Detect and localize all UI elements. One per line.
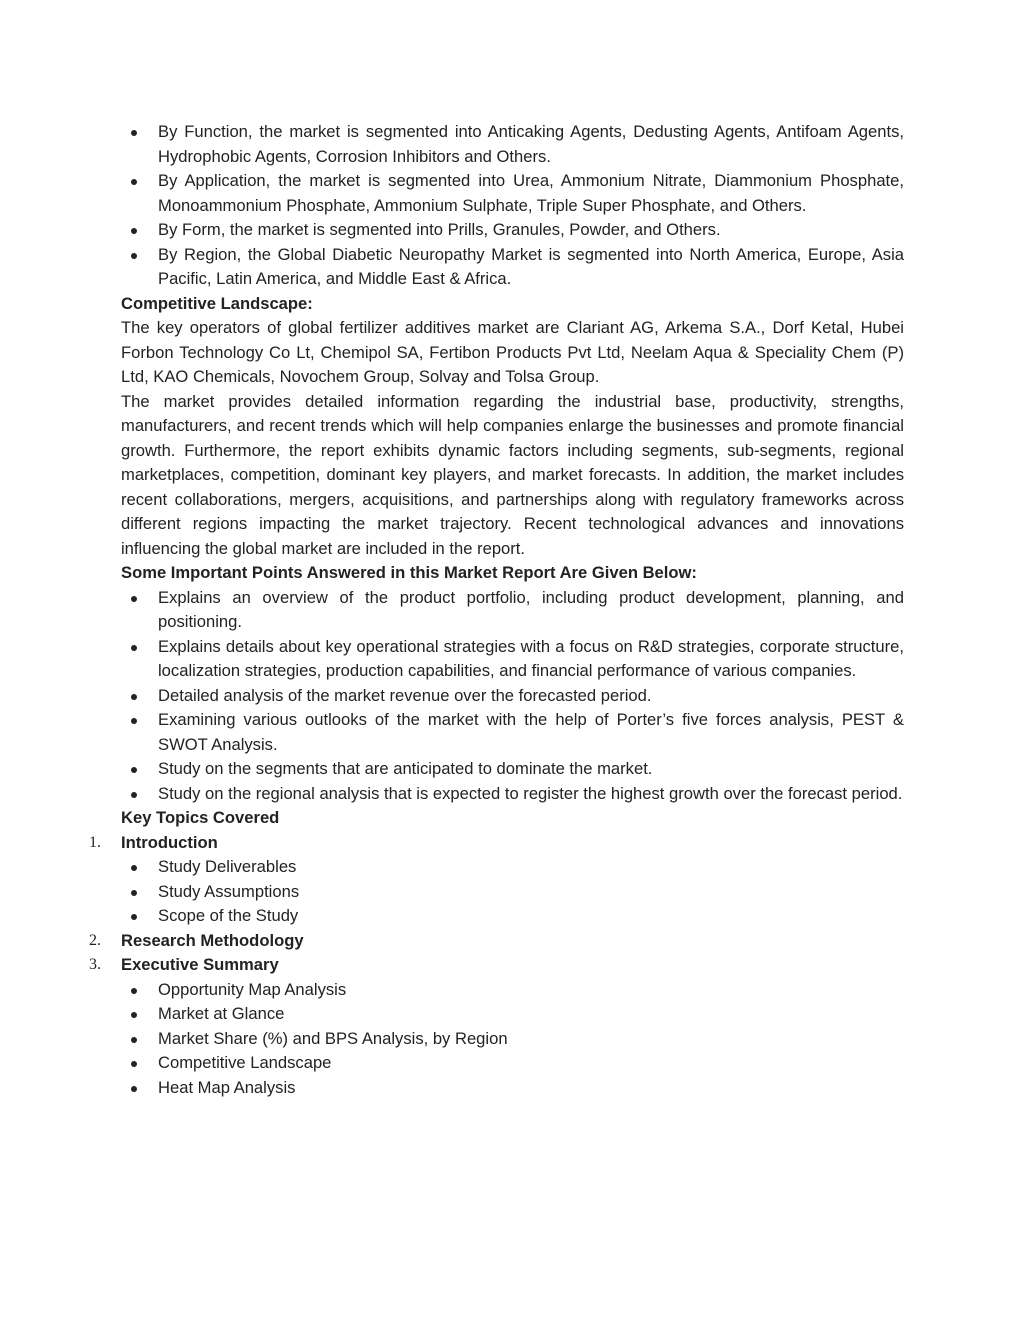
toc-subsection-list: [0, 855, 1024, 929]
bullet-icon: [131, 596, 137, 602]
list-item: [158, 1051, 904, 1076]
bullet-icon: [131, 1061, 137, 1067]
list-item-text: Study on the regional analysis that is expected to register the highest growth over the forecast period.: [158, 783, 903, 803]
toc-section-number: 1.: [89, 833, 101, 851]
bullet-icon: [131, 988, 137, 994]
bullet-icon: [131, 890, 137, 896]
list-item: [158, 978, 904, 1003]
list-item: [158, 782, 904, 807]
toc-subsection-list: [0, 978, 1024, 1101]
key-operators-paragraph: The key operators of global fertilizer additives market are Clariant AG, Arkema S.A., Dorf Ketal, Hubei Forbon Technology Co Lt, Chemipol SA, Fertibon Products Pvt Ltd, Neelam Aqua & Speciality Chem (P) Ltd, KAO Chemicals, Novochem Group, Solvay and Tolsa Group.: [121, 318, 904, 386]
toc-section-number: 2.: [89, 931, 101, 949]
toc-section: [89, 953, 904, 978]
list-item: [158, 1002, 904, 1027]
list-item-text: Heat Map Analysis: [158, 1077, 296, 1097]
bullet-icon: [131, 767, 137, 773]
bullet-icon: [131, 130, 137, 136]
competitive-landscape-heading: Competitive Landscape:: [121, 293, 313, 313]
list-item: [158, 169, 904, 218]
bullet-icon: [131, 1012, 137, 1018]
list-item: [158, 855, 904, 880]
document-page: [0, 120, 1024, 1100]
bullet-icon: [131, 179, 137, 185]
list-item-text: Competitive Landscape: [158, 1053, 332, 1072]
list-item-text: Scope of the Study: [158, 906, 299, 925]
list-item-text: Explains an overview of the product portfolio, including product development, planning, and positioning.: [158, 587, 904, 631]
list-item-text: Market at Glance: [158, 1004, 285, 1023]
bullet-icon: [131, 914, 137, 920]
toc-section-title: Executive Summary: [121, 955, 279, 974]
list-item: [158, 218, 904, 243]
bullet-icon: [131, 253, 137, 259]
key-topics-heading: Key Topics Covered: [121, 808, 280, 827]
toc-section-title: Research Methodology: [121, 930, 304, 950]
list-item-text: Explains details about key operational strategies with a focus on R&D strategies, corporate structure, localization strategies, production capabilities, and financial performance of various companies.: [158, 636, 904, 680]
bullet-icon: [131, 1037, 137, 1043]
bullet-icon: [131, 865, 137, 871]
list-item: [158, 120, 904, 169]
bullet-icon: [131, 694, 137, 700]
bullet-icon: [131, 1086, 137, 1092]
list-item-text: By Function, the market is segmented into Anticaking Agents, Dedusting Agents, Antifoam Agents, Hydrophobic Agents, Corrosion Inhibitors and Others.: [158, 122, 904, 166]
list-item: [158, 904, 904, 929]
toc-section-number: 3.: [89, 956, 101, 973]
list-item-text: Detailed analysis of the market revenue over the forecasted period.: [158, 685, 652, 705]
list-item: [158, 243, 904, 292]
bullet-icon: [131, 645, 137, 651]
list-item: [158, 684, 904, 709]
bullet-icon: [131, 718, 137, 724]
toc-section: [89, 831, 904, 856]
list-item-text: Examining various outlooks of the market with the help of Porter’s five forces analysis, PEST & SWOT Analysis.: [158, 710, 904, 754]
list-item-text: Market Share (%) and BPS Analysis, by Region: [158, 1028, 508, 1048]
list-item: [158, 708, 904, 757]
list-item-text: Study Assumptions: [158, 881, 300, 901]
toc-section: [89, 929, 904, 954]
toc-section-title: Introduction: [121, 832, 218, 852]
list-item-text: Study on the segments that are anticipated to dominate the market.: [158, 759, 653, 778]
list-item-text: Opportunity Map Analysis: [158, 979, 347, 999]
important-points-heading: Some Important Points Answered in this Market Report Are Given Below:: [121, 563, 697, 582]
list-item: [158, 586, 904, 635]
list-item: [158, 880, 904, 905]
segmentation-list: [0, 120, 1024, 292]
list-item-text: By Form, the market is segmented into Prills, Granules, Powder, and Others.: [158, 220, 721, 239]
bullet-icon: [131, 792, 137, 798]
list-item: [158, 1027, 904, 1052]
list-item: [158, 757, 904, 782]
list-item-text: Study Deliverables: [158, 857, 297, 876]
important-points-list: [0, 586, 1024, 807]
list-item-text: By Region, the Global Diabetic Neuropathy Market is segmented into North America, Europe, Asia Pacific, Latin America, and Middle East & Africa.: [158, 244, 904, 288]
list-item-text: By Application, the market is segmented into Urea, Ammonium Nitrate, Diammonium Phosphate, Monoammonium Phosphate, Ammonium Sulphate, Triple Super Phosphate, and Others.: [158, 171, 904, 215]
list-item: [158, 1076, 904, 1101]
list-item: [158, 635, 904, 684]
bullet-icon: [131, 228, 137, 234]
market-overview-paragraph: The market provides detailed information regarding the industrial base, productivity, strengths, manufacturers, and recent trends which will help companies enlarge the businesses and promote financial growth. Furthermore, the report exhibits dynamic factors including segments, sub-segments, regional marketplaces, competition, dominant key players, and market forecasts. In addition, the market includes recent collaborations, mergers, acquisitions, and partnerships along with regulatory frameworks across different regions impacting the market trajectory. Recent technological advances and innovations influencing the global market are included in the report.: [121, 391, 904, 558]
